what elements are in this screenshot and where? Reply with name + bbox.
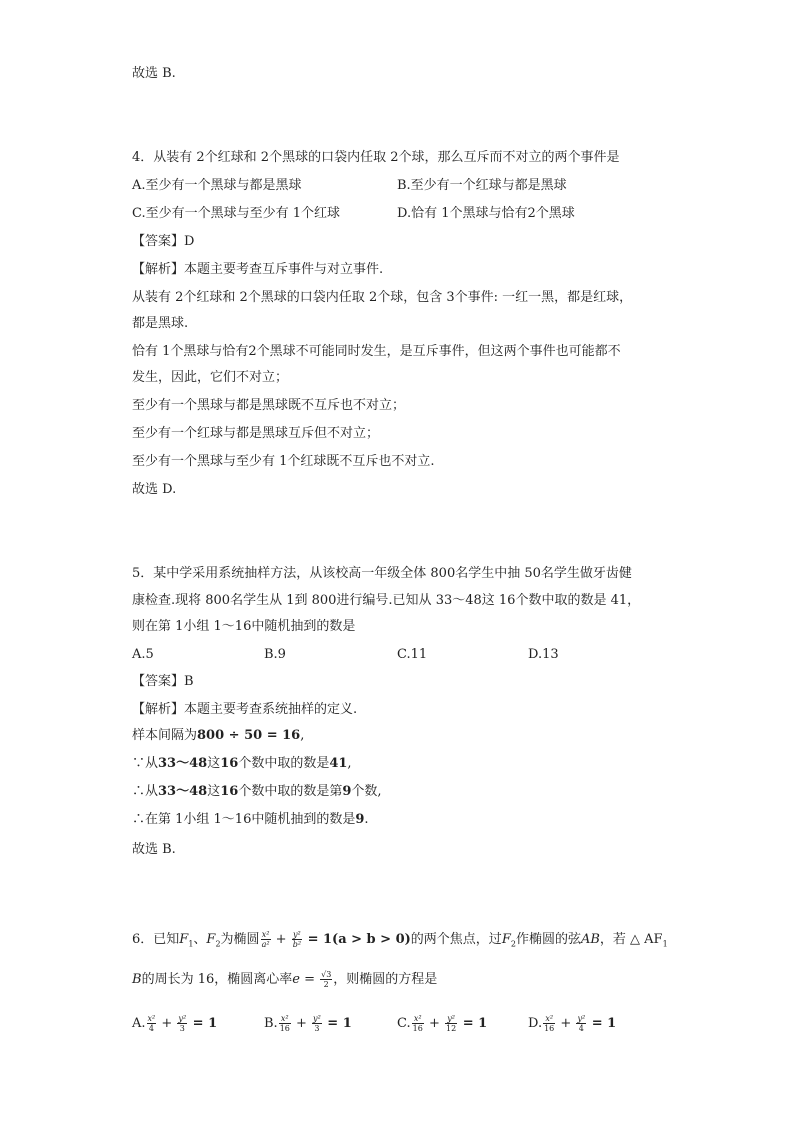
q4-analysis-line: 【解析】本题主要考查互斥事件与对立事件. bbox=[132, 262, 384, 277]
q4-analysis-line: 都是黑球. bbox=[132, 316, 189, 331]
q5-step-result: ∴在第 1小组 1～16中随机抽到的数是9. bbox=[132, 812, 369, 827]
q5-stem-line: 康检查.现将 800名学生从 1到 800进行编号.已知从 33～48这 16个数中取的数是 41， bbox=[132, 593, 641, 608]
q5-option-b: B.9 bbox=[264, 647, 286, 662]
q6-option-d: D. $\frac{\text{x²}}{16}$ + $\frac{\text{y²}}{4}$ = 1 bbox=[528, 1014, 617, 1033]
q4-analysis-line: 从装有 2个红球和 2个黑球的口袋内任取 2个球，包含 3个事件: 一红一黑，都是红球， bbox=[132, 290, 633, 305]
q5-step-since: ∵从33～48这16个数中取的数是41, bbox=[132, 756, 352, 771]
q5-conclusion: 故选 B. bbox=[132, 842, 176, 857]
q4-analysis-line: 恰有 1个黑球与恰有2个黑球不可能同时发生，是互斥事件，但这两个事件也可能都不 bbox=[132, 344, 621, 359]
conclusion-line: 故选 B. bbox=[132, 66, 176, 81]
q6-option-a: A. $\frac{\text{x²}}{4}$ + $\frac{\text{y²}}{3}$ = 1 bbox=[132, 1014, 218, 1033]
q5-step-therefore: ∴从33～48这16个数中取的数是第9个数, bbox=[132, 784, 382, 799]
q4-stem: 4．从装有 2个红球和 2个黑球的口袋内任取 2个球，那么互斥而不对立的两个事件是 bbox=[132, 150, 620, 165]
q6-option-c: C. $\frac{\text{x²}}{16}$ + $\frac{\text{y²}}{12}$ = 1 bbox=[397, 1014, 488, 1033]
q4-analysis-line: 至少有一个黑球与都是黑球既不互斥也不对立； bbox=[132, 398, 406, 413]
q4-option-c: C.至少有一个黑球与至少有 1个红球 bbox=[132, 206, 341, 221]
q5-option-a: A.5 bbox=[132, 647, 154, 662]
q4-analysis-line: 至少有一个红球与都是黑球互斥但不对立； bbox=[132, 426, 380, 441]
fraction: $\frac{√3}{2}$ bbox=[321, 970, 332, 989]
q5-stem-line: 则在第 1小组 1～16中随机抽到的数是 bbox=[132, 619, 356, 634]
q4-option-b: B.至少有一个红球与都是黑球 bbox=[397, 178, 567, 193]
q6-stem-line1: 6．已知$F_1$、$F_2$为椭圆 $\frac{\text{x²}}{\text{a²}}$ + $\frac{\text{y²}}{\text{b²}}$ = 1(a > b > 0)的两个焦点，过$F_2$作椭圆的弦AB，若 △ $AF_1$ bbox=[132, 930, 668, 949]
q4-analysis-line: 至少有一个黑球与至少有 1个红球既不互斥也不对立. bbox=[132, 454, 435, 469]
q4-option-a: A.至少有一个黑球与都是黑球 bbox=[132, 178, 302, 193]
q5-option-c: C.11 bbox=[397, 647, 428, 662]
fraction: $\frac{\text{y²}}{\text{b²}}$ bbox=[292, 930, 302, 949]
q5-analysis-head: 【解析】本题主要考查系统抽样的定义. bbox=[132, 702, 358, 717]
q5-option-d: D.13 bbox=[528, 647, 559, 662]
q6-option-b: B. $\frac{\text{x²}}{16}$ + $\frac{\text{y²}}{3}$ = 1 bbox=[264, 1014, 352, 1033]
q6-stem-line2: B的周长为 16，椭圆离心率e = $\frac{√3}{2}$ ，则椭圆的方程是 bbox=[132, 970, 438, 989]
q4-answer: 【答案】D bbox=[132, 234, 195, 249]
q5-answer: 【答案】B bbox=[132, 674, 194, 689]
q5-step-interval: 样本间隔为800 ÷ 50 = 16, bbox=[132, 728, 305, 743]
q5-stem-line: 5．某中学采用系统抽样方法，从该校高一年级全体 800名学生中抽 50名学生做牙齿健 bbox=[132, 566, 632, 581]
q4-option-d: D.恰有 1个黑球与恰有2个黑球 bbox=[397, 206, 575, 221]
q4-analysis-line: 发生，因此，它们不对立； bbox=[132, 370, 289, 385]
q4-conclusion: 故选 D. bbox=[132, 482, 177, 497]
fraction: $\frac{\text{x²}}{\text{a²}}$ bbox=[261, 930, 270, 949]
